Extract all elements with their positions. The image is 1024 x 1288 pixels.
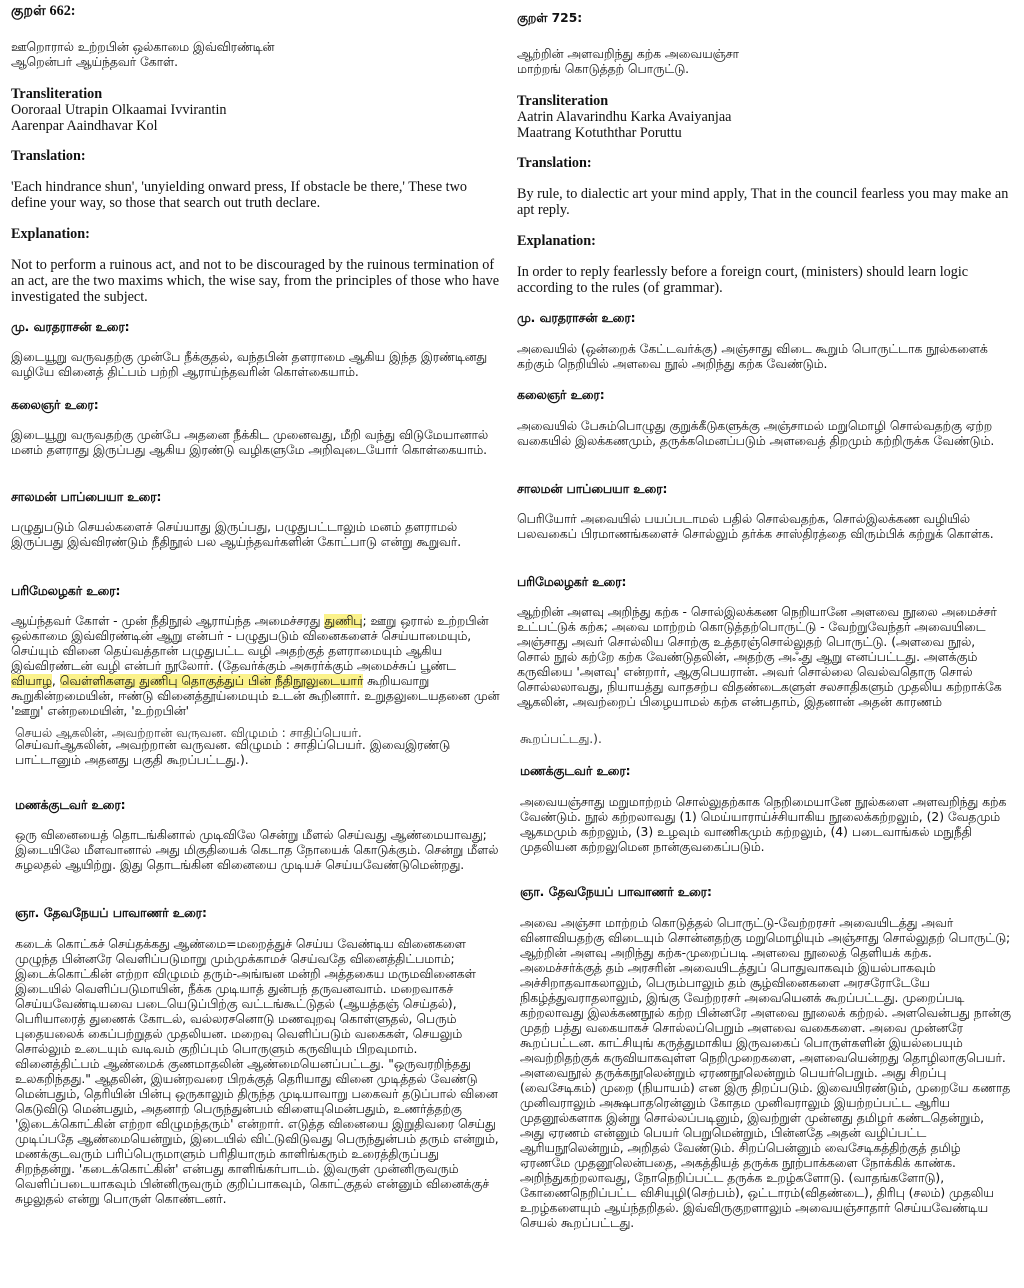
explanation-text: In order to reply fearlessly before a foreign court, (ministers) should learn logic according to the rules (of grammar). <box>517 264 969 296</box>
highlight-1: துணிபு <box>324 614 363 628</box>
translation-text: By rule, to dialectic art your mind apply, That in the council fearless you may make an apt reply. <box>517 186 1009 218</box>
pavanar-heading: ஞா. தேவநேயப் பாவாணர் உரை: <box>520 885 712 899</box>
translation-heading: Translation: <box>517 155 592 171</box>
kural-label: குறள் 662: <box>11 3 76 19</box>
solomon-heading: சாலமன் பாப்பையா உரை: <box>517 482 668 496</box>
kural-label: குறள் 725: <box>517 11 583 25</box>
parimel-heading: பரிமேலழகர் உரை: <box>517 575 627 589</box>
solomon-heading: சாலமன் பாப்பையா உரை: <box>11 490 162 504</box>
mv-heading: மு. வரதராசன் உரை: <box>11 320 130 334</box>
solomon-text: பழுதுபடும் செயல்களைச் செய்யாது இருப்பது, பழுதுபட்டாலும் மனம் தளராமல் இருப்பது இவ்விரண்டும் நீதிநூல் பல ஆய்ந்தவர்களின் கோட்பாடு என்று கூறுவர். <box>11 520 462 549</box>
kural-line-1: ஊறொரால் உற்றபின் ஒல்காமை இவ்விரண்டின் <box>11 40 275 54</box>
kalaignar-text: இடையூறு வருவதற்கு முன்பே அதனை நீக்கிட முனைவது, மீறி வந்து விடுமேயானால் மனம் தளராது இருப்பது ஆகிய இரண்டு வழிகளுமே அறிவுடையோர் கொள்கையாம். <box>11 428 489 457</box>
manakkudavar-heading: மணக்குடவர் உரை: <box>15 798 126 812</box>
manakkudavar-text: அவையஞ்சாது மறுமாற்றம் சொல்லுதற்காக நெறிமையானே நூல்களை அளவறிந்து கற்க வேண்டும். நூல் கற்றலாவது (1) மெய்யாராய்ச்சியாகிய நூலைக்கற்றலும், (2) வேதமும் ஆகமமும் கற்றலும், (3) உழவும் வாணிகமும் கற்றலும், (4) படைவாங்கல் மநுநீதி முதலியன கற்றலுமென நான்குவகைப்படும். <box>520 795 1007 854</box>
highlight-2: வியாழ <box>11 674 52 688</box>
mv-text: அவையில் (ஒன்றைக் கேட்டவர்க்கு) அஞ்சாது விடை கூறும் பொருட்டாக நூல்களைக் கற்கும் நெறியில் அளவை நூல் அறிந்து கற்க வேண்டும். <box>517 342 988 371</box>
transliteration-line-2: Maatrang Kotuththar Poruttu <box>517 125 682 141</box>
transliteration-heading: Transliteration <box>517 93 609 109</box>
mv-text: இடையூறு வருவதற்கு முன்பே நீக்குதல், வந்தபின் தளராமை ஆகிய இந்த இரண்டினது வழியே வினைத் திட்பம் பற்றி ஆராய்ந்தவரின் கொள்கையாம். <box>11 350 488 379</box>
parimel-text: ஆற்றின் அளவு அறிந்து கற்க - சொல்இலக்கண நெறியானே அளவை நூலை அமைச்சர் உட்பட்டுக் கற்க; அவை மாற்றம் கொடுத்தற்பொருட்டு - வேற்றுவேந்தர் அவையிடை அஞ்சாது அவர் சொல்லிய சொற்கு உத்தரஞ்சொல்லுதற் பொருட்டு. (அளவை நூல், சொல் நூல் கற்றே கற்க வேண்டுதலின், அதற்கு அஃது ஆறு எனப்பட்டது. அளக்கும் கருவியை 'அளவு' என்றார், ஆகுபெயரான். அவர் சொல்லை வெல்வதொரு சொல் சொல்லலாவது, நியாயத்து வாதசற்ப விதண்டைகளுள் சலசாதிகளும் முதலிய கற்றாக்கே ஆகலின், அவற்றைப் பிழையாமல் கற்க என்பதாம், இதனான் அதன் காரணம் <box>517 605 1002 709</box>
mv-heading: மு. வரதராசன் உரை: <box>517 311 636 325</box>
kalaignar-heading: கலைஞர் உரை: <box>517 388 605 402</box>
explanation-heading: Explanation: <box>11 226 90 242</box>
transliteration-heading: Transliteration <box>11 86 103 102</box>
solomon-text: பெரியோர் அவையில் பயப்படாமல் பதில் சொல்வதற்க, சொல்இலக்கண வழியில் பலவகைப் பிரமாணங்களைச் சொல்லும் தர்க்க சாஸ்திரத்தை விரும்பிக் கற்றுக் கொள்க. <box>517 512 994 541</box>
parimel-cut-line: செயல் ஆகலின், அவற்றான் வருவன. விழுமம் : சாதிப்பெயர். <box>15 726 362 739</box>
kural-line-2: ஆறென்பர் ஆய்ந்தவர் கோள். <box>11 55 179 69</box>
transliteration-line-1: Aatrin Alavarindhu Karka Avaiyanjaa <box>517 109 732 125</box>
parimel-heading: பரிமேலழகர் உரை: <box>11 584 121 598</box>
translation-text: 'Each hindrance shun', 'unyielding onward press, If obstacle be there,' These two define your way, so those that search out truth declare. <box>11 179 467 211</box>
highlight-3: வெள்ளிகளது துணிபு தொகுத்துப் பின் நீதிநூலுடையார் <box>59 674 364 688</box>
kalaignar-text: அவையில் பேசும்பொழுது குறுக்கீடுகளுக்கு அஞ்சாமல் மறுமொழி சொல்வதற்கு ஏற்ற வகையில் இலக்கணமும், தருக்கமெனப்படும் அளவைத் திறமும் கற்றிருக்க வேண்டும். <box>517 419 995 448</box>
transliteration-line-2: Aarenpar Aaindhavar Kol <box>11 118 158 134</box>
manakkudavar-text: ஒரு வினையைத் தொடங்கினால் முடிவிலே சென்று மீளல் செய்வது ஆண்மையாவது; இடையிலே மீளவானால் அது மிகுதியைக் கெடாத நோயைக் கொடுக்கும். சென்று மீளல் சுழலதல் ஆயிற்று. இது தொடங்கின வினையை முடியச் செய்யவேண்டுமென்றது. <box>15 828 499 872</box>
parimel-tail: செய்வர்ஆகலின், அவற்றான் வருவன. விழுமம் : சாதிப்பெயர். இவைஇரண்டு பாட்டானும் அதனது பகுதி கூறப்பட்டது.). <box>15 738 451 767</box>
pavanar-heading: ஞா. தேவநேயப் பாவாணர் உரை: <box>15 906 207 920</box>
explanation-heading: Explanation: <box>517 233 596 249</box>
translation-heading: Translation: <box>11 148 86 164</box>
manakkudavar-heading: மணக்குடவர் உரை: <box>520 764 631 778</box>
pavanar-text: கடைக் கொட்கச் செய்தக்கது ஆண்மை=மறைத்துச் செய்ய வேண்டிய வினைகளை முழுந்த பின்னரே வெளிப்படுமாறு மும்முக்காமச் செய்வதே வினைத்திட்பமாம்; இடைக்கொட்கின் எற்றா விழுமம் தரும்-அங்ஙன மன்றி அத்தகைய மருமவினைகள் இடையில் வெளிப்படுமாயின், நீக்க முடியாத் துன்பந் தருவனவாம். மறைவாகச் செய்யவேண்டியவை படையெடுப்பிற்கு வட்டங்கூட்டுதல் (ஆயத்தஞ் செய்தல்), பெரியாரைத் துணைக் கோடல், வல்லரசனொடு மணவுறவு கொள்ளுதல், பெரும் புதையலைக் கைப்பற்றுதல் முதலியன. மறைவு வெளிப்படும் வகைகள், செயலும் சொல்லும் உடையும் வடிவம் குறிப்பும் பொருளும் கருவியும் பிறவுமாம். வினைத்திட்பம் ஆண்மைக் குணமாதலின் ஆண்மையெனப்பட்டது. "ஒருவரறிந்தது உலகறிந்தது." ஆதலின், இயன்றவரை பிறக்குத் தெரியாது வினை முடித்தல் வேண்டு மென்பதும், தெரியின் பின்பு ஒருகாலும் திருந்த முடியாவாறு பகைவர் தடுப்பால் வினை கெடுவிடு மென்பதும், அதனாற் பெருந்துன்பம் விளையுமென்பதும், உணர்த்தற்கு 'இடைக்கொட்கின் எற்றா விழுமந்தரும்' என்றார். எடுத்த வினையை இறுதிவரை செய்து முடிப்பதே ஆண்மையென்றும், இடையில் விட்டுவிடுவது பெருந்துன்பம் தரும் என்றும், மணக்குடவரும் பரிப்பெருமாளும் பரிதியாரும் காளிங்கரும் உரைத்திருப்பது சிறந்தன்று. 'கடைக்கொட்கின்' என்பது காளிங்கர்பாடம். இவருள் முன்னிருவரும் வெளிப்படையாகவும் பின்னிருவரும் குறிப்பாகவும், கொட்குதல் என்னும் வினைக்குச் சுழலுதல் என்று பொருள் கொண்டனர். <box>15 937 499 1206</box>
transliteration-line-1: Oororaal Utrapin Olkaamai Ivvirantin <box>11 102 227 118</box>
parimel-text: ஆய்ந்தவர் கோள் - முன் நீதிநூல் ஆராய்ந்த அமைச்சரது துணிபு; ஊறு ஒரால் உற்றபின் ஒல்காமை இவ்விரண்டின் ஆறு என்பர் - பழுதுபடும் வினைகளைச் செய்யாமையும், செய்யும் வினை தெய்வத்தான் பழுதுபட்ட வழி அதற்குத் தளராமையும் ஆகிய இவ்விரண்டன் வழி என்பர் நூலோர். (தேவர்க்கும் அசுரர்க்கும் அமைச்சுப் பூண்ட வியாழ, வெள்ளிகளது துணிபு தொகுத்துப் பின் நீதிநூலுடையார் கூறியவாறு கூறுகின்றமையின், ஈண்டு வினைத்தூய்மையும் உடன் கூறினார். உறுதலுடையதனை முன் 'ஊறு' என்றமையின், 'உற்றபின்' <box>11 614 500 718</box>
kural-line-1: ஆற்றின் அளவறிந்து கற்க அவையஞ்சா <box>517 47 739 61</box>
explanation-text: Not to perform a ruinous act, and not to be discouraged by the ruinous termination of an act, are the two maxims which, the wise say, from the principles of those who have investigated the subject. <box>11 257 500 305</box>
pavanar-text: அவை அஞ்சா மாற்றம் கொடுத்தல் பொருட்டு-வேற்றரசர் அவையிடத்து அவர் வினாவியதற்கு விடையும் சொன்னதற்கு மறுமொழியும் அஞ்சாது சொல்லுதற் பொருட்டு; ஆற்றின் அளவு அறிந்து கற்க-முறைப்படி அளவை நூலைத் தெளியக் கற்க. அமைச்சர்க்குத் தம் அரசரின் அவையிடத்துப் பொதுவாகவும் இயல்பாகவும் அச்சிறாதவாகலாலும், பெரும்பாலும் தம் சூழ்வினைகளை அரசரோடேயே நிகழ்த்துவராதலாலும், இங்கு வேற்றரசர் அவையெனக் கூறப்பட்டது. முறைப்படி கற்றலாவது இலக்கணநூல் கற்ற பின்னரே அளவை நூலைக் கற்றல். அளவென்பது நான்கு முதற் பத்து வகையாகச் சொல்லப்பெறும் அளவை வகைகளை. அவை முன்னரே கூறப்பட்டன. காட்சியுங் கருத்துமாகிய இருவகைப் பொருள்களின் இயல்பையும் அவற்றிதற்குக் கருவியாகவுள்ள நெறிமுறைகளை, அளவையென்றது தொழிலாகுபெயர். அளவைநூல் தருக்கநூலென்றும் ஏரணநூலென்றும் பெயர்பெறும். அது சிறப்பு (வைசேடிகம்) முறை (நியாயம்) என இரு திறப்படும். இவையிரண்டும், முறையே கணாத முனிவராலும் அக்ஷபாதரென்னும் கோதம முனிவராலும் இயற்றப்பட்ட ஆரிய முதனூல்களாக இன்று சொல்லப்படினும், இவற்றுள் முன்னது தமிழர் கண்டதென்றும், அது ஏரணம் என்னும் பெயர் பெறுமென்றும், பின்னதே அதன் வழிப்பட்ட ஆரியநூலென்றும், அறிதல் வேண்டும். சிறப்பென்னும் வைசேடிகத்திற்குத் தமிழ் ஏரணமே முதனூலென்பதை, அகத்தியத் தருக்க நூற்பாக்களை நோக்கிக் காண்க. அறிந்துகற்றலாவது, நோநெறிப்பட்ட தருக்க உறழ்களோடு. (வாதங்களோடு), கோணைநெறிப்பட்ட விசியுழி(செற்பம்), ஒட்டாரம்(விதண்டை), திரிபு (சலம்) முதலிய உறழ்களையும் ஆய்ந்தறிதல். இவ்விருகுறளாலும் அவையஞ்சாதார் செய்யவேண்டிய செயல் கூறப்பட்டது. <box>520 916 1011 1230</box>
parimel-cut-line: கூறப்பட்டது.). <box>520 732 602 745</box>
kalaignar-heading: கலைஞர் உரை: <box>11 398 99 412</box>
kural-line-2: மாற்றங் கொடுத்தற் பொருட்டு. <box>517 62 690 76</box>
